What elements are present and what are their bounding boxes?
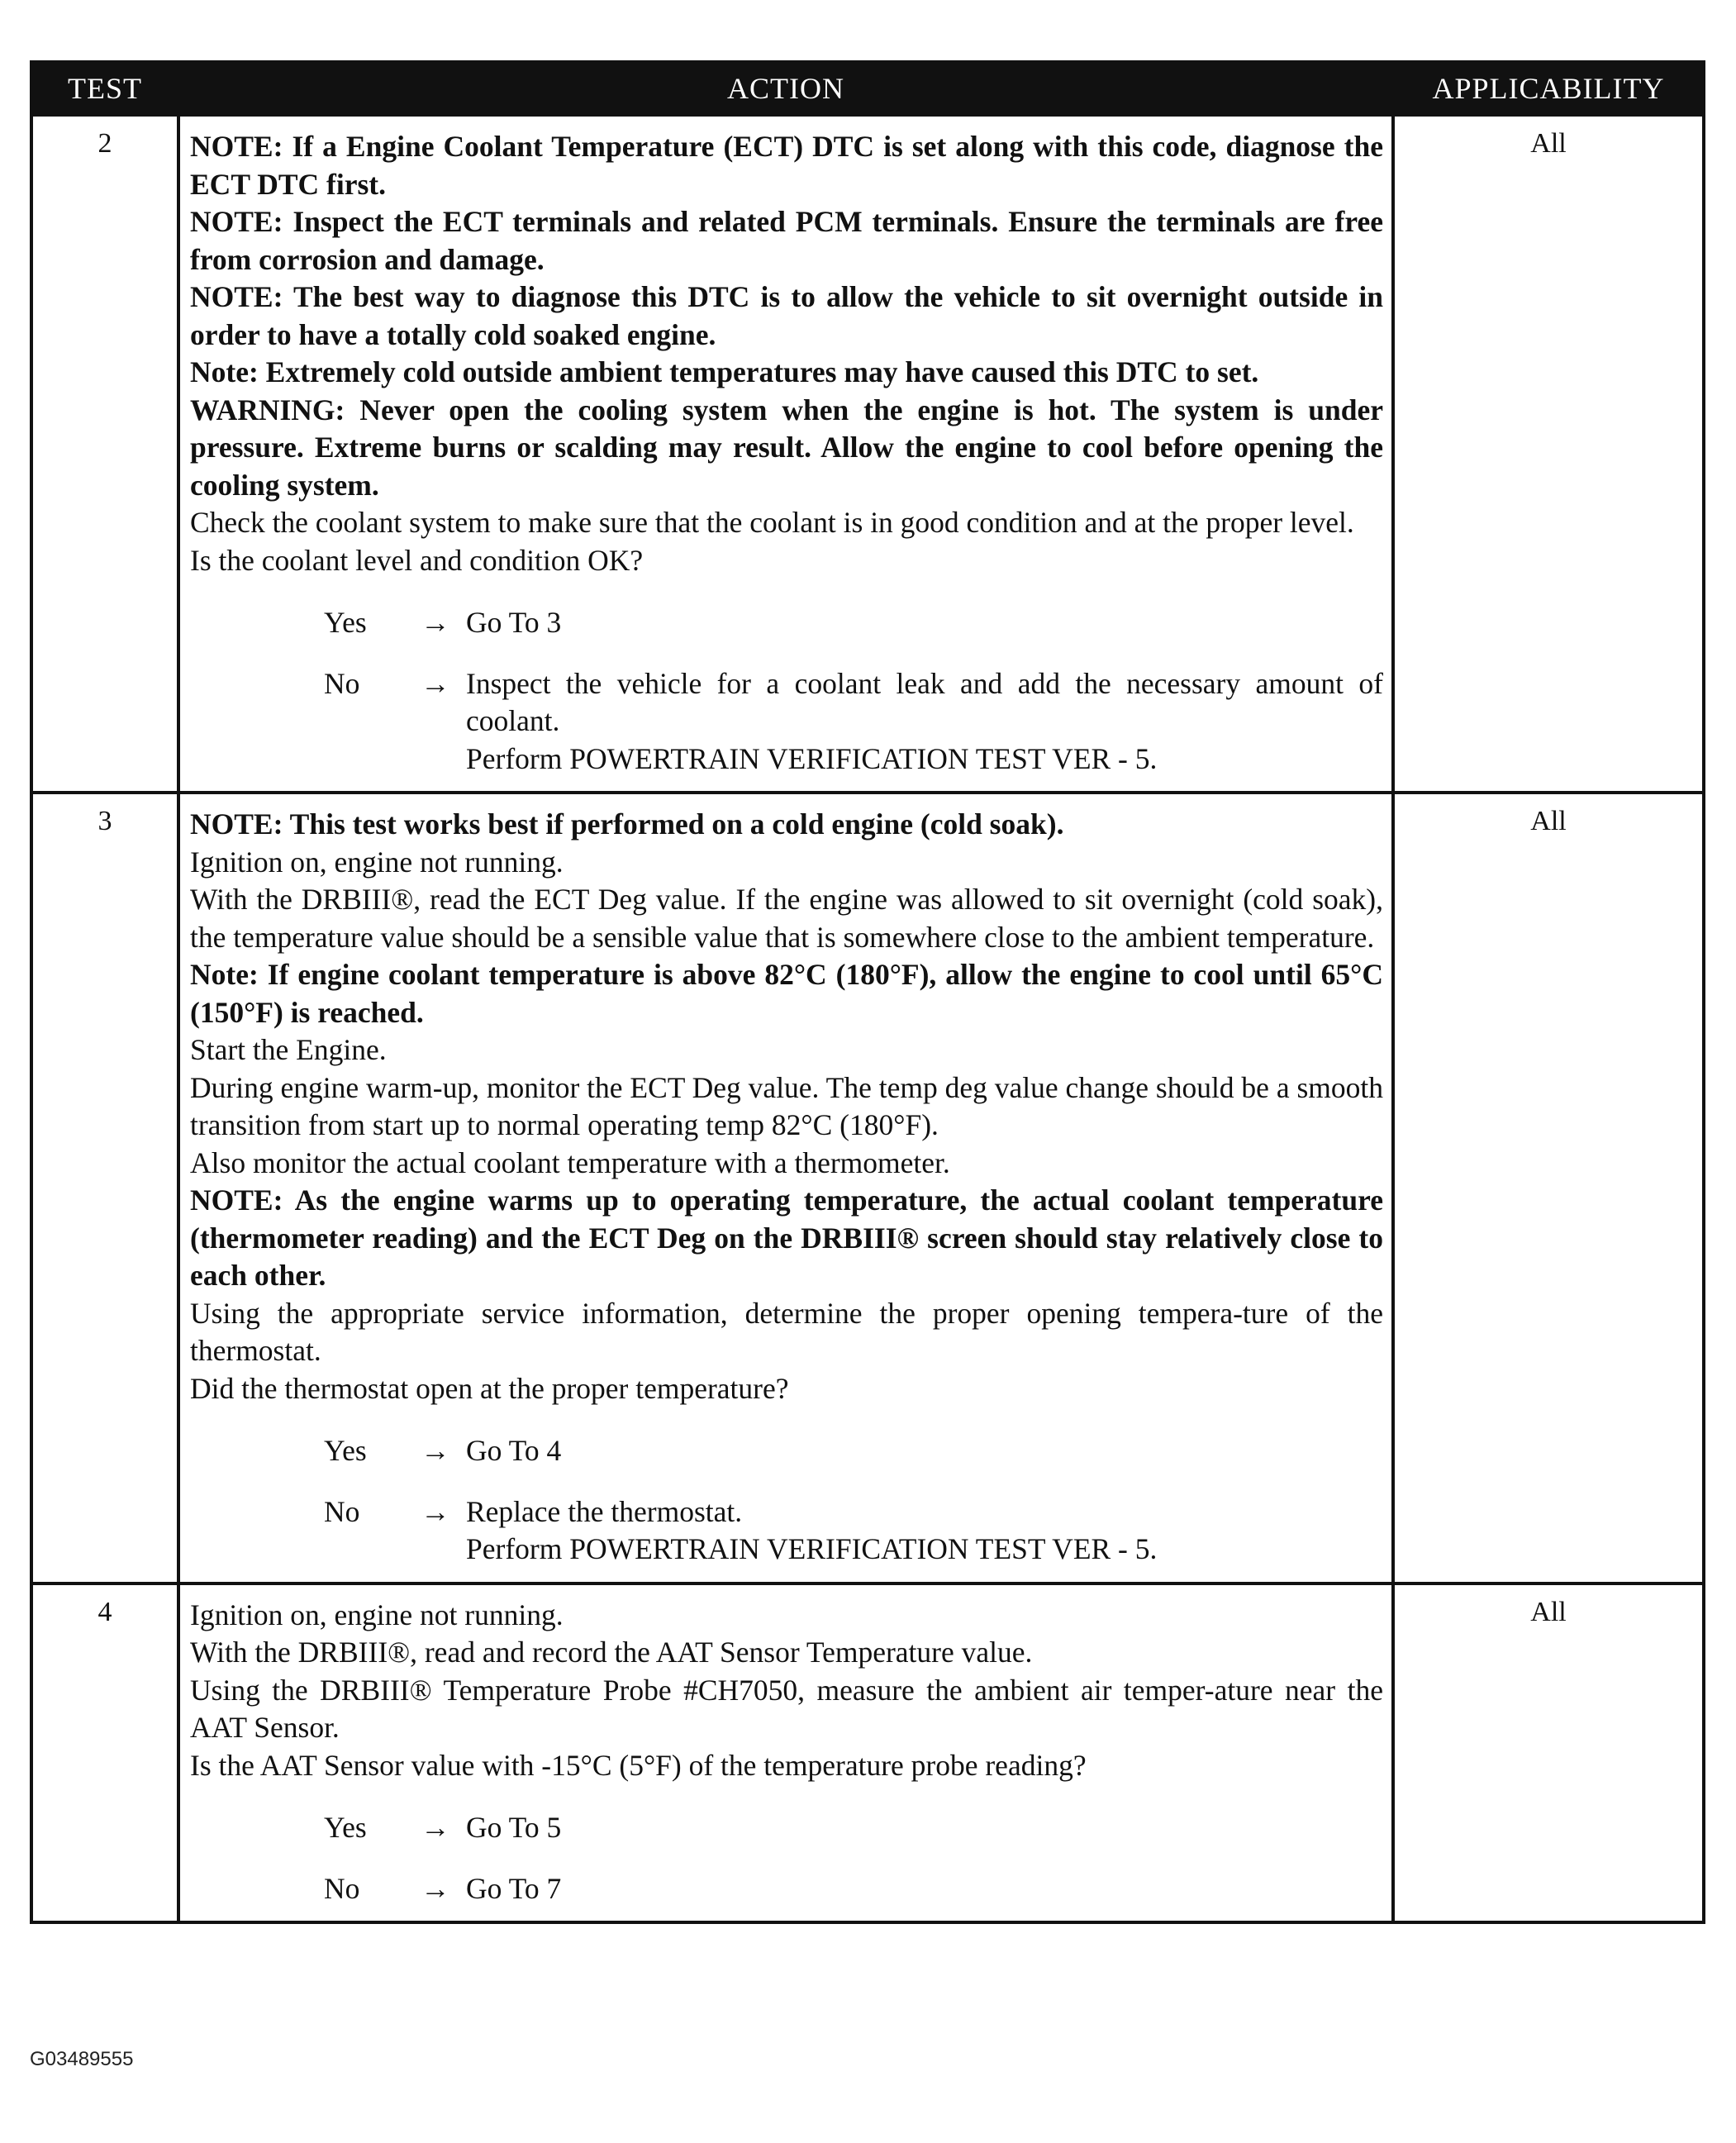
result-line: Go To 7 bbox=[466, 1871, 562, 1905]
answer-result bbox=[466, 665, 1383, 779]
answer-label: No bbox=[324, 1494, 360, 1528]
table-row bbox=[31, 1583, 1704, 1923]
note-text: Note: If engine coolant temperature is above 82°C (180°F), allow the engine to cool until 65°C (150°F) is reached. bbox=[190, 958, 1383, 1029]
right-arrow-icon: → bbox=[421, 1494, 450, 1528]
instruction-text: Check the coolant system to make sure that the coolant is in good condition and at the proper level. bbox=[190, 506, 1354, 539]
instruction-text: Ignition on, engine not running. bbox=[190, 1598, 564, 1631]
answer-list bbox=[190, 604, 1383, 778]
instruction-text: With the DRBIII®, read and record the AAT Sensor Temperature value. bbox=[190, 1636, 1033, 1669]
table-row bbox=[31, 115, 1704, 793]
answer-label: Yes bbox=[324, 1811, 367, 1844]
result-line: Inspect the vehicle for a coolant leak and add the necessary amount of coolant. bbox=[466, 666, 1383, 737]
result-line: Replace the thermostat. bbox=[466, 1494, 743, 1528]
result-line: Go To 3 bbox=[466, 606, 562, 639]
result-line: Perform POWERTRAIN VERIFICATION TEST VER - 5. bbox=[466, 741, 1158, 775]
test-number: 3 bbox=[31, 793, 178, 1583]
instruction-text: Also monitor the actual coolant temperature with a thermometer. bbox=[190, 1145, 950, 1179]
instruction-text: During engine warm-up, monitor the ECT Deg value. The temp deg value change should be a smooth transition from start up to normal operating temp 82°C (180°F). bbox=[190, 1070, 1383, 1141]
note-text: NOTE: If a Engine Coolant Temperature (ECT) DTC is set along with this code, diagnose the ECT DTC first. bbox=[190, 130, 1383, 201]
answer-result bbox=[466, 1870, 1383, 1908]
answer-no bbox=[324, 665, 1383, 779]
result-line: Go To 4 bbox=[466, 1434, 562, 1467]
test-number: 4 bbox=[31, 1583, 178, 1923]
instruction-text: Start the Engine. bbox=[190, 1033, 387, 1066]
answer-yes bbox=[324, 604, 1383, 642]
right-arrow-icon: → bbox=[421, 1811, 450, 1844]
table-row bbox=[31, 793, 1704, 1583]
answer-label: Yes bbox=[324, 606, 367, 639]
test-number: 2 bbox=[31, 115, 178, 793]
answer-list bbox=[190, 1432, 1383, 1569]
answer-label: No bbox=[324, 666, 360, 700]
result-line: Go To 5 bbox=[466, 1811, 562, 1844]
answer-no bbox=[324, 1493, 1383, 1569]
answer-yes bbox=[324, 1432, 1383, 1470]
instruction-text: With the DRBIII®, read the ECT Deg value. If the engine was allowed to sit overnight (cold soak), the temperature value should be a sensible value that is somewhere close to the ambient temperature. bbox=[190, 883, 1383, 954]
answer-result bbox=[466, 604, 1383, 642]
result-line: Perform POWERTRAIN VERIFICATION TEST VER - 5. bbox=[466, 1532, 1158, 1565]
table-header-row bbox=[31, 62, 1704, 115]
header-test: TEST bbox=[31, 62, 178, 115]
answer-yes bbox=[324, 1809, 1383, 1847]
right-arrow-icon: → bbox=[421, 1434, 450, 1467]
instruction-text: Using the DRBIII® Temperature Probe #CH7050, measure the ambient air temper-ature near the AAT Sensor. bbox=[190, 1673, 1383, 1744]
header-applicability: APPLICABILITY bbox=[1393, 62, 1704, 115]
right-arrow-icon: → bbox=[421, 1871, 450, 1905]
note-text: WARNING: Never open the cooling system when the engine is hot. The system is under pressure. Extreme burns or scalding may result. Allow the engine to cool before opening the cooling system. bbox=[190, 393, 1383, 502]
diagnostic-test-table bbox=[30, 60, 1705, 1924]
instruction-text: Is the coolant level and condition OK? bbox=[190, 543, 644, 577]
action-cell bbox=[178, 793, 1393, 1583]
action-cell bbox=[178, 1583, 1393, 1923]
header-action: ACTION bbox=[178, 62, 1393, 115]
action-cell bbox=[178, 115, 1393, 793]
right-arrow-icon: → bbox=[421, 606, 450, 639]
instruction-text: Is the AAT Sensor value with -15°C (5°F) of the temperature probe reading? bbox=[190, 1748, 1087, 1782]
right-arrow-icon: → bbox=[421, 666, 450, 700]
answer-label: No bbox=[324, 1871, 360, 1905]
instruction-text: Ignition on, engine not running. bbox=[190, 845, 564, 879]
note-text: NOTE: As the engine warms up to operating temperature, the actual coolant temperature (thermometer reading) and the ECT Deg on the DRBIII® screen should stay relatively close to each other. bbox=[190, 1183, 1383, 1292]
instruction-text: Using the appropriate service information, determine the proper opening tempera-ture of the thermostat. bbox=[190, 1296, 1383, 1367]
figure-id: G03489555 bbox=[30, 2048, 134, 2070]
answer-list bbox=[190, 1809, 1383, 1907]
answer-result bbox=[466, 1432, 1383, 1470]
note-text: Note: Extremely cold outside ambient temperatures may have caused this DTC to set. bbox=[190, 355, 1259, 388]
applicability-value: All bbox=[1393, 793, 1704, 1583]
note-text: NOTE: The best way to diagnose this DTC is to allow the vehicle to sit overnight outside in order to have a totally cold soaked engine. bbox=[190, 280, 1383, 351]
answer-label: Yes bbox=[324, 1434, 367, 1467]
applicability-value: All bbox=[1393, 1583, 1704, 1923]
answer-result bbox=[466, 1493, 1383, 1569]
answer-no bbox=[324, 1870, 1383, 1908]
note-text: NOTE: Inspect the ECT terminals and related PCM terminals. Ensure the terminals are free from corrosion and damage. bbox=[190, 205, 1383, 276]
applicability-value: All bbox=[1393, 115, 1704, 793]
answer-result bbox=[466, 1809, 1383, 1847]
note-text: NOTE: This test works best if performed on a cold engine (cold soak). bbox=[190, 807, 1064, 841]
instruction-text: Did the thermostat open at the proper temperature? bbox=[190, 1371, 789, 1405]
